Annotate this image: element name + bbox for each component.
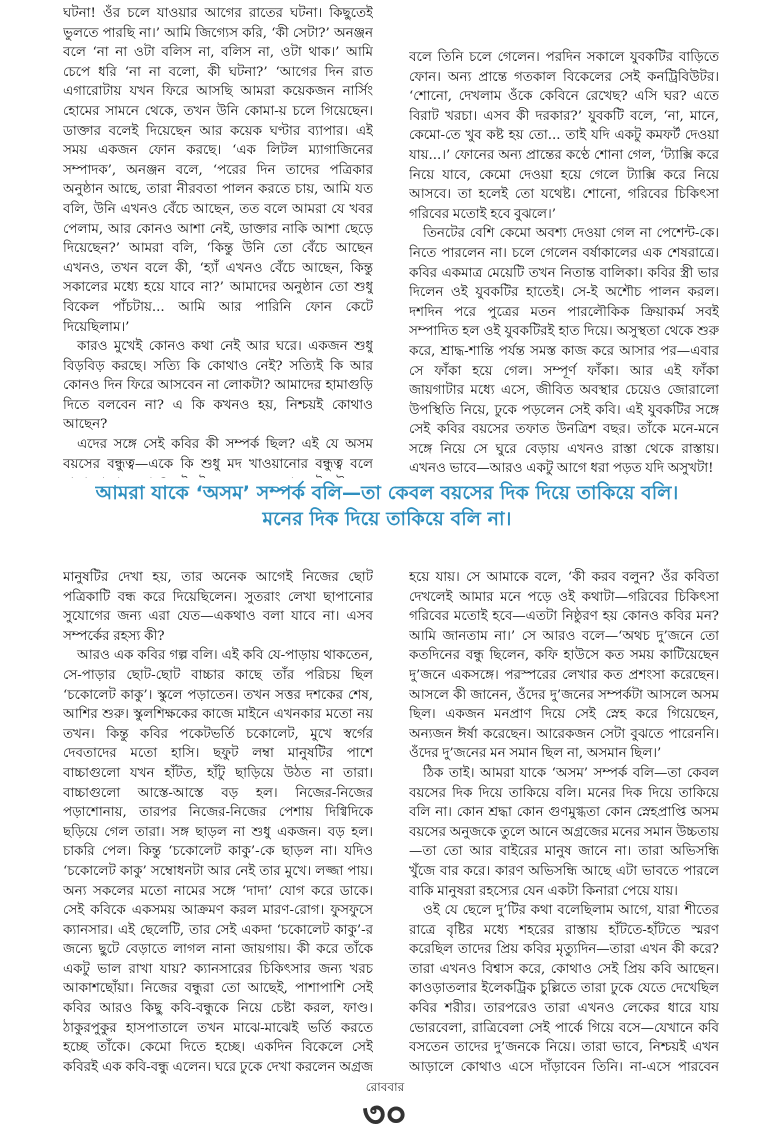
paragraph: হয়ে যায়। সে আমাকে বলে, ‘কী করব বলুন? ওঁর কবিতা দেখলেই আমার মনে পড়ে ওই কথাটা—গরিবের চিকিৎসা গরিবের মতোই হবে—এতটা নিষ্ঠুরণ হয় কোনও কবির মন? আমি জানতাম না।’ সে আরও বলে—‘অথচ দু’জনে তো কতদিনের বন্ধু ছিলেন, কফি হাউসে কত সময় কাটিয়েছেন দু’জনে একসঙ্গে। পরস্পরের লেখার কত প্রশংসা করেছেন। আসলে কী জানেন, ওঁদের দু’জনের সম্পর্কটা আসলে অসম ছিল। একজন মনপ্রাণ দিয়ে সেই স্নেহ করে গিয়েছেন, অন্যজন ঈর্ষা করেছেন। আরেকজন সেটা বুঝতে পারেননি। ওঁদের দু’জনের মন সমান ছিল না, অসমান ছিল।’ xyxy=(409,570,719,762)
page-number: ৩০ xyxy=(362,1095,408,1135)
pull-quote-line-1: আমরা যাকে ‘অসম’ সম্পর্ক বলি—তা কেবল বয়সের দিক দিয়ে তাকিয়ে বলি। xyxy=(95,482,679,504)
article-column-top-left xyxy=(63,4,373,478)
article-column-top-right xyxy=(409,48,719,478)
paragraph: তিনটের বেশি কেমো অবশ্য দেওয়া গেল না পেশেন্ট-কে। নিতে পারলেন না। চলে গেলেন বর্ষাকালের এক শেষরাত্রে। কবির একমাত্র মেয়েটি তখন নিতান্ত বালিকা। কবির স্ত্রী ভার দিলেন ওই যুবকটির হাতেই। সে-ই অশৌচ পালন করল। দশদিন পরে পুত্রের মতন পারলৌকিক ক্রিয়াকর্ম সবই সম্পাদিত হল ওই যুবকটিরই হাত দিয়ে। অসুস্থতা থেকে শুরু করে, শ্রাদ্ধ-শান্তি পর্যন্ত সমস্ত কাজ করে আসার পর—এবার সে ফাঁকা হয়ে গেল। সম্পূর্ণ ফাঁকা। আর এই ফাঁকা জায়গাটার মধ্যে এসে, জীবিত অবস্থার চেয়েও জোরালো উপস্থিতি নিয়ে, ঢুকে পড়লেন সেই কবি। এই যুবকটির সঙ্গে সেই কবির বয়সের তফাত উনত্রিশ বছর। তাঁকে মনে-মনে সঙ্গে নিয়ে সে ঘুরে বেড়ায় এখনও রাস্তা থেকে রাস্তায়। এখনও ভাবে—আরও একটু আগে ধরা পড়ত যদি অসুখটা! xyxy=(409,226,719,477)
paragraph: ওই যে ছেলে দু’টির কথা বলেছিলাম আগে, যারা শীতের রাত্রে বৃষ্টির মধ্যে শহরের রাস্তায় হাঁটতে-হাঁটতে স্মরণ করেছিল তাদের প্রিয় কবির মৃত্যুদিন—তারা এখন কী করে? তারা এখনও বিশ্বাস করে, কোথাও সেই প্রিয় কবি আছেন। কাওড়াতলার ইলেকট্রিক চুল্লিতে তারা ঢুকে যেতে দেখেছিল কবির শরীর। তারপরেও তারা এখনও লেকের ধারে যায় ভোরবেলা, রাত্রিবেলা সেই পার্কে গিয়ে বসে—যেখানে কবি বসতেন তাদের দু’জনকে নিয়ে। তারা ভাবে, নিশ্চয়ই এখন আড়ালে কোথাও এসে দাঁড়াবেন তিনি। না-এসে পারবেন xyxy=(409,903,719,1075)
paragraph: এদের সঙ্গে সেই কবির কী সম্পর্ক ছিল? এই যে অসম বয়সের বন্ধুত্ব—একে কি শুধু মদ খাওয়ানোর বন্ধুত্ব বলে xyxy=(63,437,373,472)
article-column-bottom-left xyxy=(63,568,373,1078)
magazine-name: রোববার xyxy=(365,1080,405,1094)
article-column-bottom-right xyxy=(409,568,719,1078)
paragraph: ঠিক তাই। আমরা যাকে ‘অসম’ সম্পর্ক বলি—তা কেবল বয়সের দিক দিয়ে তাকিয়ে বলি। মনের দিক দিয়ে তাকিয়ে বলি না। কোন শ্রদ্ধা কোন গুণমুগ্ধতা কোন স্নেহপ্রাপ্তি অসম বয়সের অনুজকে তুলে আনে অগ্রজের মনের সমান উচ্চতায়—তা তো আর বাইরের মানুষ জানে না। তারা অভিসন্ধি খুঁজে বার করে। কারণ অভিসন্ধি আছে এটা ভাবতে পারলে বাকি মানুষরা রহস্যের যেন একটা কিনারা পেয়ে যায়। xyxy=(409,765,719,899)
paragraph: মানুষটির দেখা হয়, তার অনেক আগেই নিজের ছোট পত্রিকাটি বন্ধ করে দিয়েছিলেন। সুতরাং লেখা ছাপানোর সুযোগের জন্য এরা যেত—একথাও বলা যাবে না। এসব সম্পর্কের রহস্য কী? xyxy=(63,570,373,644)
paragraph: কারও মুখেই কোনও কথা নেই আর ঘরে। একজন শুধু বিড়বিড় করছে। সত্যি কি কোথাও নেই? সত্যিই কি আর কোনও দিন ফিরে আসবেন না লোকটা? আমাদের হামাগুড়ি দিতে বলবেন না? এ কি কখনও হয়, নিশ্চয়ই কোথাও আছেন? xyxy=(63,339,373,433)
paragraph: ঘটনা! ওঁর চলে যাওয়ার আগের রাতের ঘটনা। কিছুতেই ভুলতে পারছি না।’ আমি জিগ্যেস করি, ‘কী সেটা?’ অনঞ্জন বলে ‘না না ওটা বলিস না, বলিস না, ওটা থাক।’ আমি চেপে ধরি ‘না না বলো, কী ঘটনা?’ ‘আগের দিন রাত এগারোটায় যখন ফিরে আসছি আমরা কয়েকজন নার্সিং হোমের সামনে থেকে, তখন উনি কোমা-য় চলে গিয়েছেন। ডাক্তার বলেই দিয়েছেন আর কয়েক ঘণ্টার ব্যাপার। এই সময় একজন ফোন করছে। ‘এক লিটল ম্যাগাজিনের সম্পাদক’, অনঞ্জন বলে, ‘পরের দিন তাদের পত্রিকার অনুষ্ঠান আছে, তারা নীরবতা পালন করতে চায়, আমি যত বলি, উনি এখনও বেঁচে আছেন, তত বলে আমরা যে খবর পেলাম, আর কোনও আশা নেই, ডাক্তার নাকি আশা ছেড়ে দিয়েছেন?’ আমরা বলি, ‘কিন্তু উনি তো বেঁচে আছেন এখনও, তখন বলে কী, ‘হ্যাঁ এখনও বেঁচে আছেন, কিন্তু সকালের মধ্যে হয়ে যাবে না?’ আমাদের অনুষ্ঠান তো শুধু বিকেল পাঁচটায়... আমি আর পারিনি ফোন কেটে দিয়েছিলাম।’ xyxy=(63,6,373,335)
paragraph: বলে তিনি চলে গেলেন। পরদিন সকালে যুবকটির বাড়িতে ফোন। অন্য প্রান্তে গতকাল বিকেলের সেই কনট্রিবিউটর। ‘শোনো, দেখলাম ওঁকে কেবিনে রেখেছ? এসি ঘর? এতে বিরাট খরচা। এসব কী দরকার?’ যুবকটি বলে, ‘না, মানে, কেমো-তে খুব কষ্ট হয় তো... তাই যদি একটু কমফর্ট দেওয়া যায়...।’ ফোনের অন্য প্রান্তের কণ্ঠে শোনা গেল, ‘ট্যাক্সি করে নিয়ে যাবে, কেমো দেওয়া হয়ে গেলে ট্যাক্সি করে নিয়ে আসবে। তা হলেই তো যথেষ্ট। শোনো, গরিবের চিকিৎসা গরিবের মতোই হবে বুঝলে।’ xyxy=(409,50,719,222)
pull-quote-line-2: মনের দিক দিয়ে তাকিয়ে বলি না। xyxy=(262,508,512,530)
pull-quote xyxy=(60,480,714,532)
paragraph: আরও এক কবির গল্প বলি। এই কবি যে-পাড়ায় থাকতেন, সে-পাড়ার ছোট-ছোট বাচ্চার কাছে তাঁর পরিচয় ছিল ‘চকোলেট কাকু’। স্কুলে পড়াতেন। তখন সত্তর দশকের শেষ, আশির শুরু। স্কুলশিক্ষকের কাজে মাইনে এখনকার মতো নয় তখন। কিন্তু কবির পকেটভর্তি চকোলেট, মুখে স্বর্গের দেবতাদের মতো হাসি। ছফুট লম্বা মানুষটির পাশে বাচ্চাগুলো যখন হাঁটত, হাঁটু ছাড়িয়ে উঠত না তারা। বাচ্চাগুলো আস্তে-আস্তে বড় হল। নিজের-নিজের পড়াশোনায়, তারপর নিজের-নিজের পেশায় দিগ্বিদিকে ছড়িয়ে গেল তারা। সঙ্গ ছাড়ল না শুধু একজন। বড় হল। চাকরি পেল। কিন্তু ‘চকোলেট কাকু’-কে ছাড়ল না। যদিও ‘চকোলেট কাকু’ সম্বোধনটা আর নেই তার মুখে। লজ্জা পায়। অন্য সকলের মতো নামের সঙ্গে ‘দাদা’ যোগ করে ডাকে। সেই কবিকে একসময় আক্রমণ করল মারণ-রোগ। ফুসফুসে ক্যানসার। এই ছেলেটি, তার সেই একদা ‘চকোলেট কাকু’-র জন্যে ছুটে বেড়াতে লাগল নানা জায়গায়। কী করে তাঁকে একটু ভাল রাখা যায়? ক্যানসারের চিকিৎসার জন্য খরচ আকাশছোঁয়া। নিজের বন্ধুরা তো আছেই, পাশাপাশি সেই কবির আরও কিছু কবি-বন্ধুকে নিয়ে চেষ্টা করল, ফাণ্ড। ঠাকুরপুকুর হাসপাতালে তখন মাঝে-মাঝেই ভর্তি করতে হচ্ছে তাঁকে। কেমো দিতে হচ্ছে। একদিন বিকেলে সেই কবিরই এক কবি-বন্ধু এলেন। ঘরে ঢুকে দেখা করলেন অগ্রজ xyxy=(63,648,373,1075)
page-footer xyxy=(0,1080,770,1135)
